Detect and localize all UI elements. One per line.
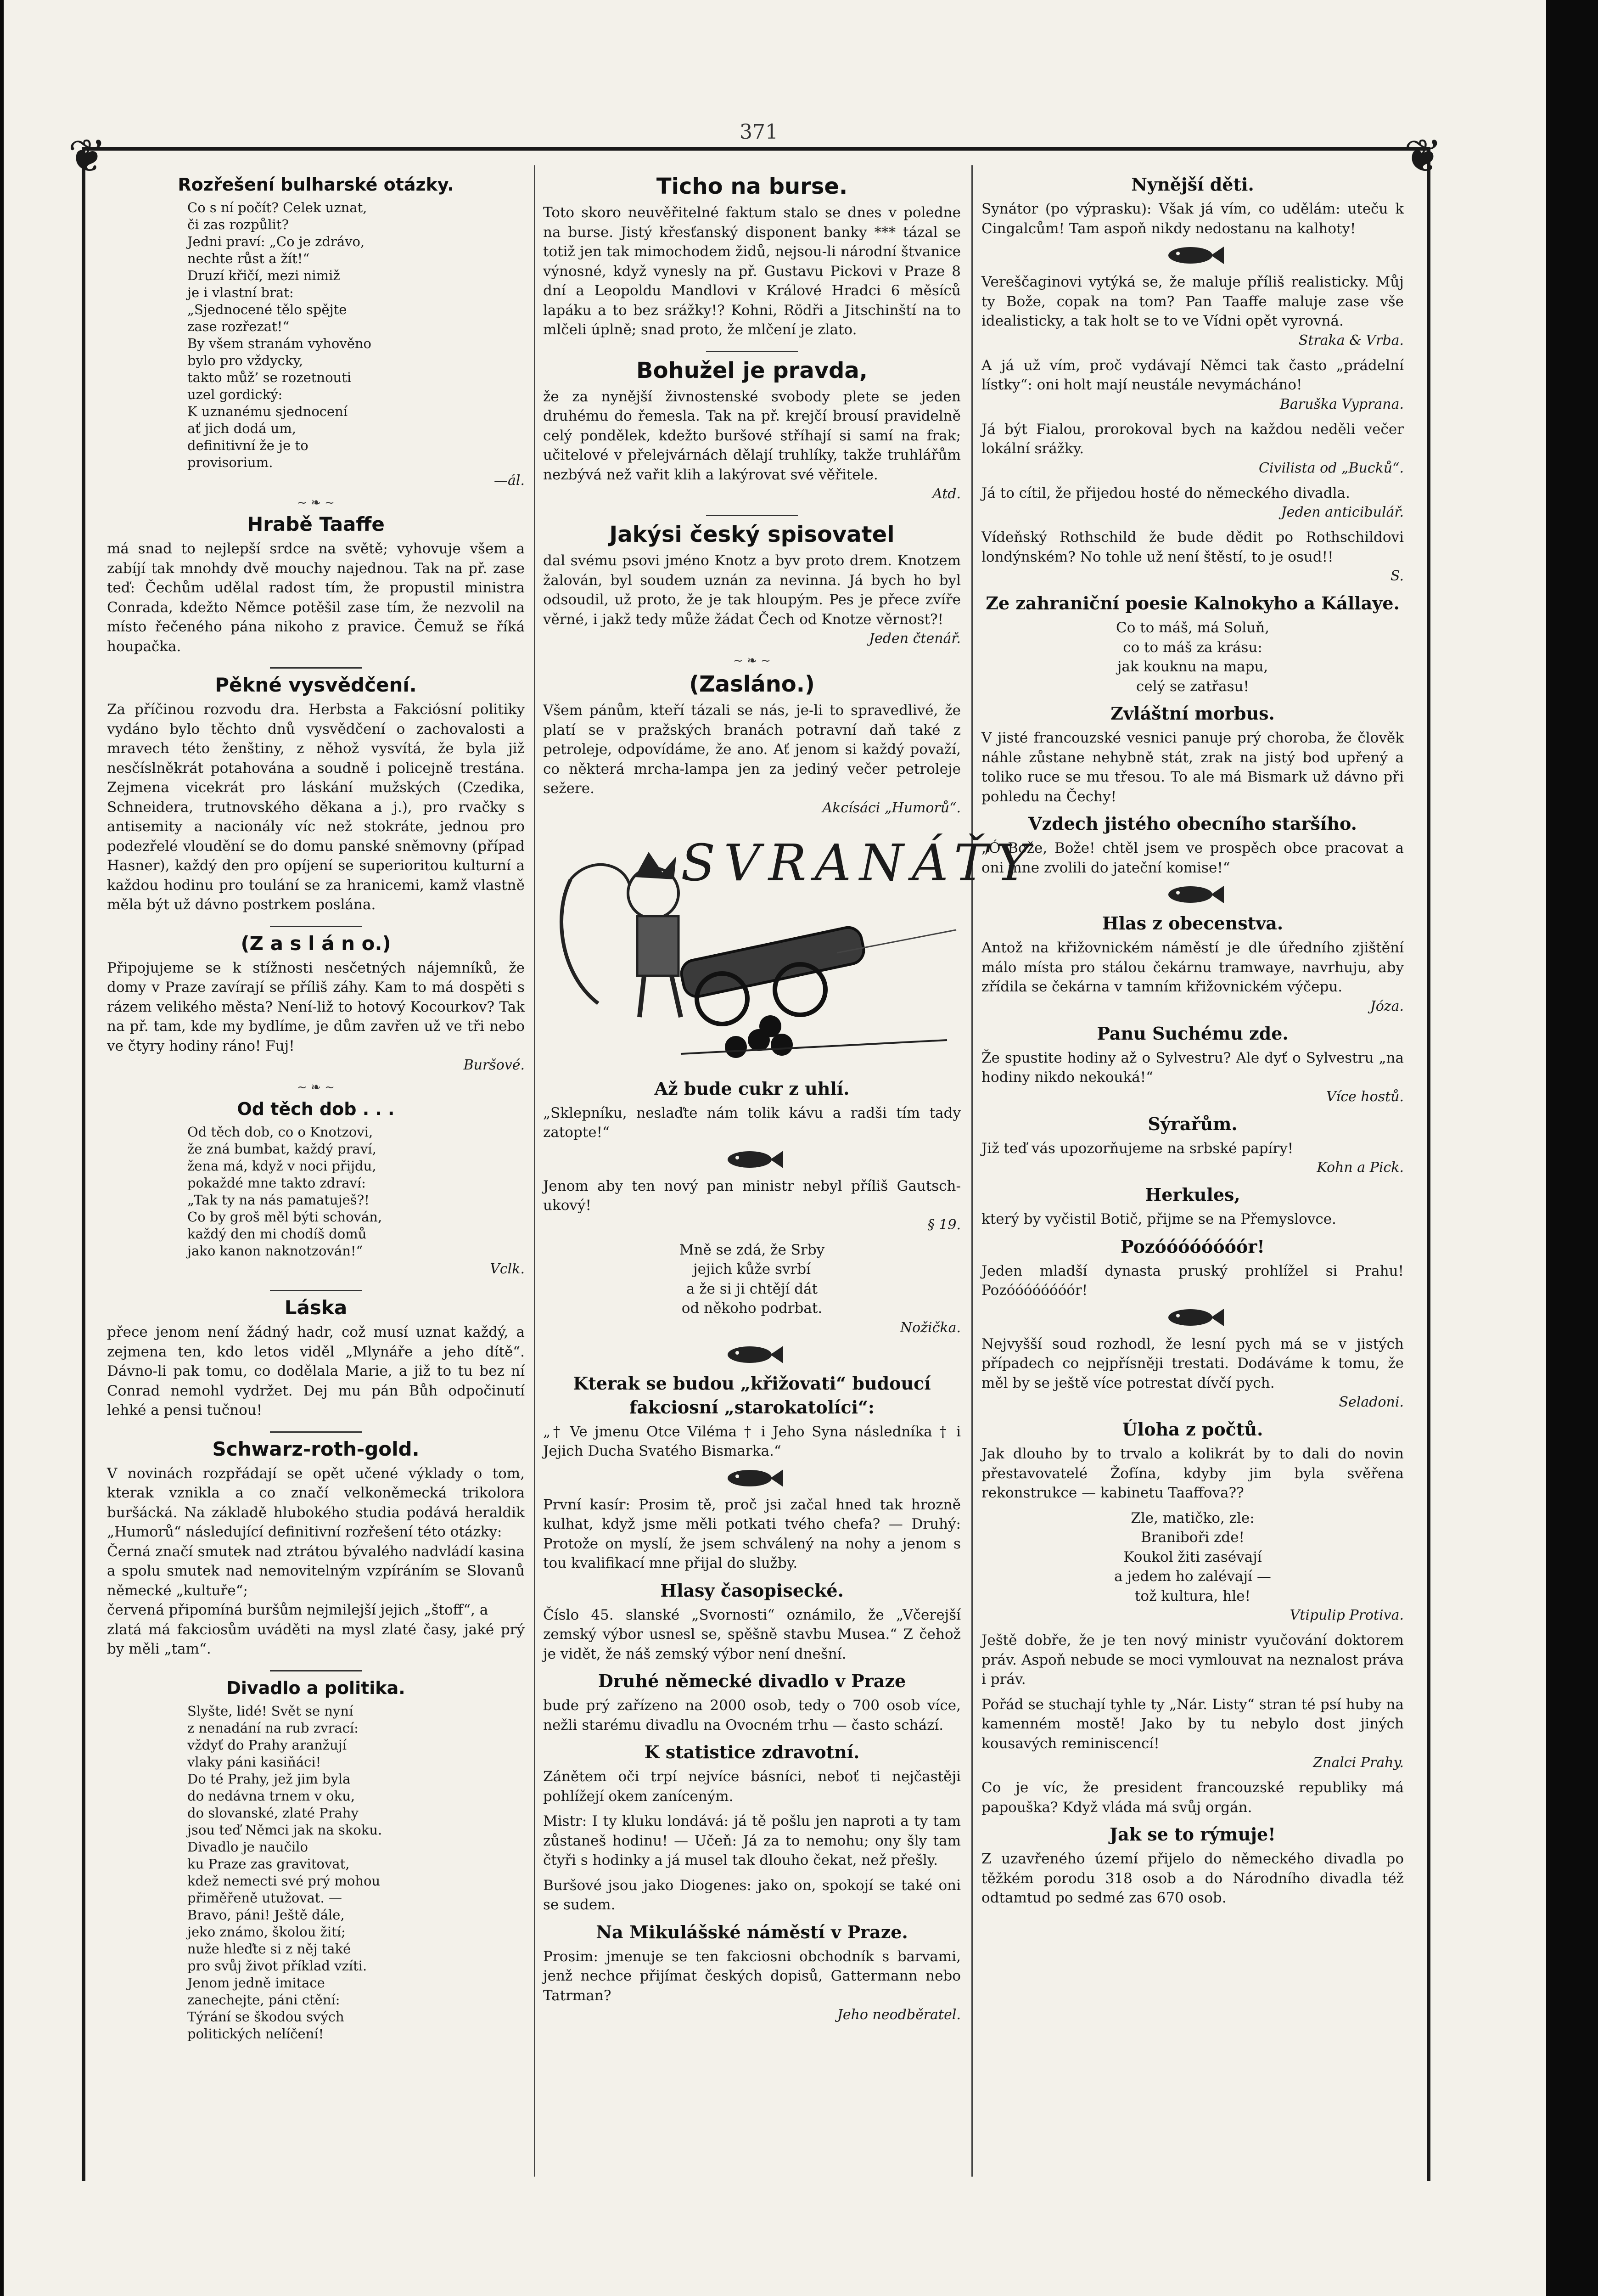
article [981, 1183, 1404, 1229]
column-divider [534, 165, 535, 2177]
article [107, 1437, 525, 1659]
article-signature: § 19. [927, 1216, 961, 1233]
article [543, 1669, 961, 1735]
article-body: Nejvyšší soud rozhodl, že lesní pych má se v jistých případech co nejpřísněji trestati. Dodáváme k tomu, že měl by se ještě více potrestat dívčí pych. [981, 1335, 1404, 1391]
article-body: Co je víc, že president francouzské republiky má papouška? Když vláda má svůj orgán. [981, 1779, 1404, 1816]
article-body: Prosim: jmenuje se ten fakciosni obchodník s barvami, jenž nechce přijímat českých dopisů, Gattermann nebo Tatrman? [543, 1948, 961, 2004]
article-signature: Straka & Vrba. [1298, 332, 1404, 349]
article-signature: Atd. [932, 486, 961, 502]
ornament-separator: ~ ❧ ~ [297, 1080, 335, 1094]
separator-rule [543, 345, 961, 354]
article-body: Číslo 45. slanské „Svornosti“ oznámilo, že „Včerejší zemský výbor usnesl se, spěšně stavbu Musea.“ Z čehož je vidět, že náš zemský výbor není dnešní. [543, 1606, 961, 1662]
article-body: A já už vím, proč vydávají Němci tak často „prádelní lístky“: oni holt mají neustále nevymácháno! [981, 357, 1404, 393]
article-heading: Až bude cukr z uhlí. [654, 1078, 850, 1099]
article-body: Mistr: I ty kluku londává: já tě pošlu jen naproti a ty tam zůstaneš hodinu! — Učeň: Já za to nemohu; ony šly tam čtyři s hodinky a já musel tak dlouho čekat, než přešly. [543, 1813, 961, 1868]
article-signature: Vtipulip Protiva. [1290, 1607, 1404, 1623]
article [981, 356, 1404, 414]
article-heading: Bohužel je pravda, [636, 357, 868, 383]
fish-emblem-icon [543, 1343, 961, 1368]
article [981, 1631, 1404, 1689]
article [543, 1176, 961, 1235]
article-body: Slyšte, lidé! Svět se nyní z nenadání na rub zvrací: vždyť do Prahy aranžují vlaky páni kasiňáci! Do té Prahy, jež jim byla do nedávna trnem v oku, do slovanské, zlaté Prahy jsou teď Němci jak na skoku. Divadlo je naučilo ku Praze zas gravitovat, kdež nemecti své prý mohou přiměřeně utužovat. — Bravo, páni! Ještě dále, jeko známo, školou žití; nuže hleďte si z něj také pro svůj život příklad vzíti. Jenom jedně imitace zanechejte, páni ctění: Týrání se škodou svých politických nelíčení! [187, 1703, 382, 2042]
frame-top-rule [82, 147, 1430, 151]
corner-ornament-left: ❦ [68, 129, 107, 183]
article-body: Já být Fialou, prorokoval bych na každou neděli večer lokální srážky. [981, 421, 1404, 457]
article-heading: Pozóóóóóóóór! [1121, 1236, 1265, 1257]
article-signature: Znalci Prahy. [1313, 1755, 1404, 1771]
article-body: „† Ve jmenu Otce Viléma † i Jeho Syna následníka † i Jejich Ducha Svatého Bismarka.“ [543, 1423, 961, 1459]
article-heading: K statistice zdravotní. [644, 1742, 860, 1762]
article [981, 1112, 1404, 1178]
article-heading: Láska [284, 1296, 348, 1319]
article-heading: Hrabě Taaffe [247, 513, 385, 535]
article-heading: Úloha z počtů. [1122, 1419, 1263, 1440]
article [543, 1579, 961, 1664]
corner-ornament-right: ❦ [1404, 129, 1442, 183]
article-heading: Od těch dob . . . [237, 1099, 395, 1119]
article [981, 1508, 1404, 1626]
article [543, 1920, 961, 2025]
ornament-separator: ~ ❧ ~ [733, 654, 771, 668]
article [981, 1334, 1404, 1412]
article-heading: Na Mikulášské náměstí v Praze. [596, 1921, 908, 1942]
article [543, 1077, 961, 1142]
article-body: První kasír: Prosim tě, proč jsi začal hned tak hrozně kulhat, když jsme měli potkati tvého chefa? — Druhý: Protože on myslí, že jsem schválený na nohy a jenom s tou kvalifikací mne přijal do služby. [543, 1496, 961, 1571]
separator-rule [107, 1665, 525, 1673]
article-body: Mně se zdá, že Srby jejich kůže svrbí a že si ji chtějí dát od někoho podrbat. [679, 1241, 825, 1317]
fish-emblem-icon [981, 244, 1404, 269]
article-body: Že spustite hodiny až o Sylvestru? Ale dyť o Sylvestru „na hodiny nikdo nekouká!“ [981, 1049, 1404, 1086]
article [981, 1695, 1404, 1773]
article [981, 1418, 1404, 1503]
article [107, 932, 525, 1075]
separator-rule [107, 662, 525, 670]
article-body: V jisté francouzské vesnici panuje prý choroba, že člověk náhle zůstane nehybně stát, zrak na jistý bod upřený a toliko ruce se mu třesou. To ale má Bismark už dávno při pohledu na Čechy! [981, 730, 1404, 805]
column-right [981, 170, 1404, 2177]
article-signature: Baruška Vyprana. [1279, 396, 1404, 412]
article-body: Antož na křižovnickém náměstí je dle úředního zjištění málo místa pro stálou čekárnu tramwaye, navrhuju, aby zřídila se čekárna v tamním křižovnickém výčepu. [981, 940, 1404, 995]
article-heading: Hlas z obecenstva. [1102, 913, 1284, 934]
article-heading: Schwarz-roth-gold. [212, 1437, 420, 1460]
article [543, 1740, 961, 1806]
article-heading: Jakýsi český spisovatel [609, 522, 895, 547]
article-body: Synátor (po výprasku): Však já vím, co udělám: uteču k Cingalcům! Tam aspoň nikdy nedostanu na kalhoty! [981, 201, 1404, 237]
article-body: Toto skoro neuvěřitelné faktum stalo se dnes v poledne na burse. Jistý křesťanský disponent banky *** tázal se totiž jen tak mimochodem židů, nejsou-li národní štvanice výnosné, když vynesly na př. Gustavu Pickovi v Praze 8 dní a Leopoldu Mandlovi v Králové Hradci 6 měsíců lapáku a to bez srážky!? Kohni, Rödři a Jitschinští na to mlčeli úplně; snad proto, že mlčení je zlato. [543, 204, 961, 338]
article-signature: Seladoni. [1339, 1394, 1404, 1410]
article-heading: Sýrařům. [1148, 1113, 1238, 1134]
article [543, 1240, 961, 1338]
article-heading: (Zasláno.) [689, 671, 815, 697]
article [981, 484, 1404, 523]
article [107, 173, 525, 490]
article-body: „Sklepníku, neslaďte nám tolik kávu a radši tím tady zatopte!“ [543, 1104, 961, 1141]
article [981, 812, 1404, 878]
article [981, 591, 1404, 696]
article-heading: (Z a s l á n o.) [241, 932, 391, 955]
article-heading: Zvláštní morbus. [1110, 703, 1275, 724]
article-body: V novinách rozpřádají se opět učené výklady o tom, kterak vznikla a co značí velkoněmecká trikolora buršácká. Na základě hlubokého studia podává heraldik „Humorů“ následující definitivní rozřešení této otázky: Černá značí smutek nad ztrátou bývalého nadvládí kasina a spolu smutek nad nemovitelným vzpíráním se Slovanů německé „kultuře“; červená připomíná buršům nejmilejší jejich „štoff“, a zlatá má fakciosům uváděti na mysl zlaté časy, jaké prý by měli „tam“. [107, 1465, 525, 1657]
article-heading: Jak se to rýmuje! [1110, 1824, 1276, 1845]
article-body: který by vyčistil Botič, přijme se na Přemyslovce. [981, 1211, 1336, 1227]
article [981, 1022, 1404, 1107]
article-signature: Vclk. [490, 1261, 525, 1277]
article-heading: Nynější děti. [1131, 174, 1254, 195]
article [107, 1296, 525, 1420]
article [107, 673, 525, 915]
article-signature: Jeho neodběratel. [837, 2007, 961, 2023]
article [981, 1778, 1404, 1817]
ornament-separator: ~ ❧ ~ [297, 496, 335, 510]
article-signature: S. [1390, 568, 1404, 584]
article [543, 1812, 961, 1870]
article-body: Připojujeme se k stížnosti nesčetných nájemníků, že domy v Praze zavírají se příliš záhy. Kam to má dospěti s rázem velikého města? Není-liž to hotový Kocourkov? Tak na př. tam, kde my bydlíme, je dům zavřen už ve tři nebo ve čtyry hodiny ráno! Fuj! [107, 959, 525, 1054]
article-signature: Buršové. [463, 1057, 525, 1073]
article [981, 1823, 1404, 1908]
article-signature: Více hostů. [1326, 1088, 1404, 1105]
article-body: Ještě dobře, že je ten nový ministr vyučování doktorem práv. Aspoň nebude se moci vymlouvat na neznalost práva i práv. [981, 1632, 1404, 1688]
article [981, 528, 1404, 586]
article-body: Od těch dob, co o Knotzovi, že zná bumbat, každý praví, žena má, když v noci přijdu, pokaždé mne takto zdraví: „Tak ty na nás pamatuješ?! Co by groš měl býti schován, každý den mi chodíš domů jako kanon naknotzován!“ [187, 1124, 382, 1259]
fish-emblem-icon [543, 1467, 961, 1491]
article-body: Zle, matičko, zle: Braniboři zde! Koukol žiti zasévají a jedem ho zalévají — tož kultura, hle! [1114, 1509, 1271, 1604]
article-body: „Ó Bože, Bože! chtěl jsem ve prospěch obce pracovat a oni mne zvolili do jateční komise!“ [981, 840, 1404, 876]
article [543, 357, 961, 504]
article-signature: Akcísáci „Humorů“. [822, 799, 961, 816]
fish-emblem-icon [981, 1306, 1404, 1331]
article-heading: Ticho na burse. [656, 174, 848, 199]
article-body: Všem pánům, kteří tázali se nás, je-li to spravedlivé, že platí se v pražských branách potravní daň také z petroleje, odpovídáme, že ano. Ať jenom si každý považí, co některá mrcha-lampa jen za jediný večer petroleje sežere. [543, 702, 961, 797]
separator-rule [107, 1284, 525, 1293]
column-middle [543, 170, 1037, 2177]
article-body: Z uzavřeného území přijelo do německého divadla po těžkém porodu 318 osob a do Národního divadla též odtamtud po sedmé zas 670 osob. [981, 1851, 1404, 1906]
article [981, 420, 1404, 478]
article-heading: Herkules, [1145, 1184, 1240, 1205]
article-signature: Jeden anticibulář. [1281, 504, 1404, 520]
article-body: Již teď vás upozorňujeme na srbské papíry! [981, 1140, 1294, 1157]
article-body: Za příčinou rozvodu dra. Herbsta a Fakciósní politiky vydáno bylo těchto dnů vysvědčení o zachovalosti a mravech této ženštiny, z něhož vysvítá, že byla již nesčíslněkrát potahována a soudně i policejně trestána. Zejmena vicekrát pro láskání mužských (Czedika, Schneidera, trutnovského děkana a j.), pro rvačky s antisemity a nacionály víc než stokráte, jednou pro podezřelé vloudění se do domu panské sněmovny (případ Hasner), každý den pro opíjení se superioritou kulturní a každou hodinu pro toulání se za hranicemi, kamž vlastně měla být už dávno postrkem poslána. [107, 701, 525, 913]
article [107, 1097, 525, 1279]
article-body: Co to máš, má Soluň, co to máš za krásu: jak kouknu na mapu, celý se zatřasu! [1116, 619, 1270, 695]
article-signature: Jeden čtenář. [869, 630, 961, 647]
article [981, 702, 1404, 806]
article [543, 173, 961, 340]
article-body: Já to cítil, že přijedou hosté do německého divadla. [981, 484, 1350, 501]
article-signature: Civilista od „Bucků“. [1258, 460, 1404, 476]
article [543, 1372, 961, 1461]
article-body: Jenom aby ten nový pan ministr nebyl příliš Gautsch-ukový! [543, 1177, 961, 1214]
separator-rule [107, 920, 525, 929]
separator-rule [107, 1426, 525, 1435]
article-body: že za nynější živnostenské svobody plete se jeden druhému do řemesla. Tak na př. krejčí brousí pravidelně celý pondělek, kdežto buršové stříhají si samí na frak; učitelové v přelejvárnách dělají truhlíky, takže truhlářům nezbývá než vařit klih a lakýrovat své věřitele. [543, 388, 961, 483]
frame-left-rule [82, 147, 85, 2181]
article-body: přece jenom není žádný hadr, což musí uznat každý, a zejmena ten, kdo letos viděl „Mlynáře a jeho dítě“. Dávno-li pak tomu, co dodělala Marie, a již to tu bez ní Conrad nemohl vydržet. Dej mu pán Bůh odpočinutí lehké a pensi tučnou! [107, 1324, 525, 1418]
article-signature: —ál. [493, 473, 525, 489]
article [543, 1495, 961, 1573]
article [543, 521, 961, 648]
page-number: 371 [740, 120, 778, 144]
article-body: Jeden mladší dynasta pruský prohlížel si Prahu! Pozóóóóóóóór! [981, 1262, 1404, 1299]
separator-rule [543, 509, 961, 518]
article-body: Vídeňský Rothschild že bude dědit po Rothschildovi londýnském? No tohle už není štěstí, to je osud!! [981, 529, 1404, 565]
article-body: dal svému psovi jméno Knotz a byv proto drem. Knotzem žalován, byl soudem uznán za nevinna. Já bych ho byl odsoudil, už proto, že je tak hloupým. Pes je přece zvíře věrné, i jakž tedy může žádat Čech od Knotze věrnost?! [543, 552, 961, 628]
cartoon-illustration [543, 824, 1037, 1072]
article [543, 1876, 961, 1915]
column-left [107, 170, 525, 2177]
article-heading: Panu Suchému zde. [1097, 1023, 1289, 1044]
article [107, 1676, 525, 2043]
article-heading: Druhé německé divadlo v Praze [598, 1671, 906, 1691]
frame-right-rule [1427, 147, 1430, 2181]
article-heading: Kterak se budou „křižovati“ budoucí fakciosní „starokatolíci“: [573, 1373, 931, 1418]
article-heading: Divadlo a politika. [226, 1677, 405, 1698]
fish-emblem-icon [543, 1148, 961, 1173]
article-signature: Józa. [1370, 998, 1404, 1014]
article [981, 1235, 1404, 1300]
article [543, 670, 961, 818]
article-body: Jak dlouho by to trvalo a kolikrát by to dali do novin přestavovatelé Žofína, kdyby jim byla svěřena rekonstrukce — kabinetu Taaffova?? [981, 1446, 1404, 1501]
article-body: Pořád se stuchají tyhle ty „Nár. Listy“ stran té psí huby na kamenném mostě! Jako by tu nebylo dost jiných kousavých reminiscencí! [981, 1696, 1404, 1752]
article [981, 173, 1404, 238]
article-body: Zánětem oči trpí nejvíce básníci, neboť ti nejčastěji pohlížejí okem zaníceným. [543, 1768, 961, 1805]
column-divider [971, 165, 973, 2177]
article-body: Buršové jsou jako Diogenes: jako on, spokojí se také oni se sudem. [543, 1877, 961, 1913]
fish-emblem-icon [981, 883, 1404, 908]
newspaper-page [4, 0, 1546, 2296]
article-heading: Pěkné vysvědčení. [215, 674, 417, 696]
article-signature: Nožička. [900, 1319, 961, 1336]
article-body: bude prý zařízeno na 2000 osob, tedy o 700 osob více, nežli starému divadlu na Ovocném trhu — často schází. [543, 1697, 961, 1733]
article [981, 912, 1404, 1016]
article-body: Co s ní počít? Celek uznat, či zas rozpůlit? Jedni praví: „Co je zdrávo, nechte růst a žít!“ Druzí křičí, mezi nimiž je i vlastní brat: „Sjednocené tělo spějte zase rozřezat!“ By všem stranám vyhověno bylo pro vždycky, takto můž’ se rozetnouti uzel gordický: K uznanému sjednocení ať jich dodá um, definitivní že je to provisorium. [187, 200, 372, 470]
article [981, 272, 1404, 350]
article-heading: Vzdech jistého obecního staršího. [1028, 813, 1357, 834]
article-body: Vereščaginovi vytýká se, že maluje příliš realisticky. Můj ty Bože, copak na tom? Pan Taaffe maluje zase vše idealisticky, a tak holt se to ve Vídni opět vyrovná. [981, 274, 1404, 329]
article-heading: Ze zahraniční poesie Kalnokyho a Kállaye. [986, 593, 1400, 613]
cartoon-lettering: SVRANÁŤY [681, 833, 1037, 892]
article-heading: Hlasy časopisecké. [660, 1580, 844, 1601]
article-signature: Kohn a Pick. [1317, 1159, 1404, 1176]
article-body: má snad to nejlepší srdce na světě; vyhovuje všem a zabíjí tak mnohdy dvě mouchy najednou. Tak na př. zase teď: Čechům udělal radost tím, že propustil ministra Conrada, kdežto Němce potěšil zase tím, že nezvolil na místo řečeného pána nikoho z pravice. Čemuž se říká houpačka. [107, 540, 525, 655]
article-heading: Rozřešení bulharské otázky. [178, 174, 454, 195]
article [107, 512, 525, 656]
